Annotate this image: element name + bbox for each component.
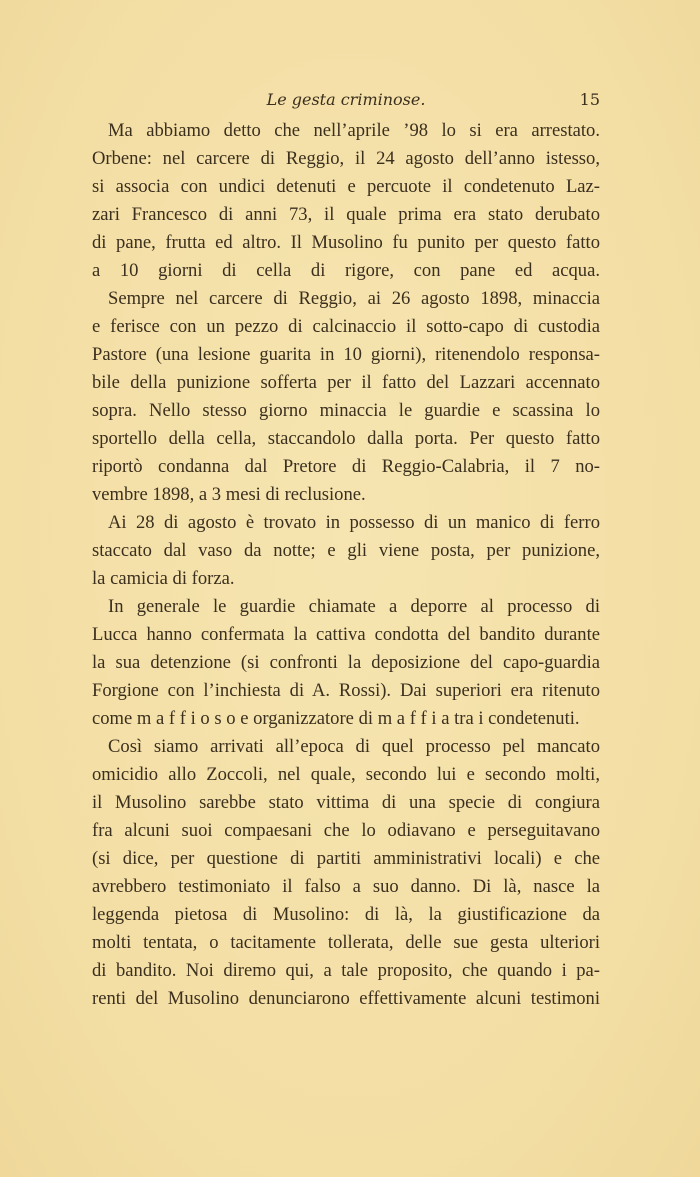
text-line: avrebbero testimoniato il falso a suo danno. Di là, nasce la [92,876,600,898]
text-line: Pastore (una lesione guarita in 10 giorni), ritenendolo responsa- [92,344,600,366]
text-line: riportò condanna dal Pretore di Reggio-Calabria, il 7 no- [92,456,600,478]
running-title: Le gesta criminose. [266,90,426,109]
text-line: In generale le guardie chiamate a deporre al processo di [108,596,600,618]
paragraph [92,285,600,509]
text-line: staccato dal vaso da notte; e gli viene posta, per punizione, [92,540,600,562]
text-line: a 10 giorni di cella di rigore, con pane ed acqua. [92,260,600,282]
text-line: Orbene: nel carcere di Reggio, il 24 agosto dell’anno istesso, [92,148,600,170]
text-line: Forgione con l’inchiesta di A. Rossi). Dai superiori era ritenuto [92,680,600,702]
text-line: il Musolino sarebbe stato vittima di una specie di congiura [92,792,600,814]
text-line: Ai 28 di agosto è trovato in possesso di un manico di ferro [108,512,600,534]
text-line: vembre 1898, a 3 mesi di reclusione. [92,484,366,506]
text-line: sportello della cella, staccandolo dalla porta. Per questo fatto [92,428,600,450]
paragraph [92,117,600,285]
text-line: di pane, frutta ed altro. Il Musolino fu punito per questo fatto [92,232,600,254]
paragraph [92,593,600,733]
text-line: renti del Musolino denunciarono effettivamente alcuni testimoni [92,988,600,1010]
text-line: leggenda pietosa di Musolino: di là, la giustificazione da [92,904,600,926]
text-line: la camicia di forza. [92,568,235,590]
paragraph [92,509,600,593]
text-line: di bandito. Noi diremo qui, a tale proposito, che quando i pa- [92,960,600,982]
text-line: Lucca hanno confermata la cattiva condotta del bandito durante [92,624,600,646]
text-line: (si dice, per questione di partiti amministrativi locali) e che [92,848,600,870]
paragraph [92,733,600,1013]
text-line: e ferisce con un pezzo di calcinaccio il sotto-capo di custodia [92,316,600,338]
page-header [92,90,600,116]
text-line: sopra. Nello stesso giorno minaccia le guardie e scassina lo [92,400,600,422]
text-line: zari Francesco di anni 73, il quale prima era stato derubato [92,204,600,226]
page-number: 15 [579,90,600,109]
text-line: come m a f f i o s o e organizzatore di m a f f i a tra i condetenuti. [92,708,580,730]
text-line: la sua detenzione (si confronti la deposizione del capo-guardia [92,652,600,674]
text-line: Sempre nel carcere di Reggio, ai 26 agosto 1898, minaccia [108,288,600,310]
text-line: omicidio allo Zoccoli, nel quale, secondo lui e secondo molti, [92,764,600,786]
text-line: Così siamo arrivati all’epoca di quel processo pel mancato [108,736,600,758]
text-line: si associa con undici detenuti e percuote il condetenuto Laz- [92,176,600,198]
text-line: fra alcuni suoi compaesani che lo odiavano e perseguitavano [92,820,600,842]
text-line: bile della punizione sofferta per il fatto del Lazzari accennato [92,372,600,394]
text-line: molti tentata, o tacitamente tollerata, delle sue gesta ulteriori [92,932,600,954]
text-line: Ma abbiamo detto che nell’aprile ’98 lo si era arrestato. [108,120,600,141]
body-text [92,117,600,1014]
